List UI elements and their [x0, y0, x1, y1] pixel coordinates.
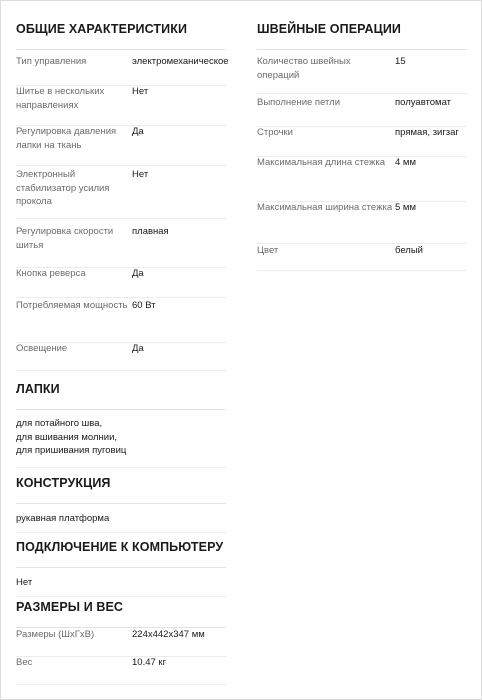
- spec-row: [16, 656, 226, 685]
- general-section: [16, 20, 226, 50]
- spec-key: Регулировка давления лапки на ткань: [16, 126, 117, 151]
- spec-key: Количество швейных операций: [257, 56, 351, 81]
- spec-key: Тип управления: [16, 56, 87, 67]
- spec-row: [16, 168, 226, 219]
- spec-row: [16, 85, 226, 126]
- spec-row: [257, 96, 467, 127]
- spec-row: [257, 55, 467, 94]
- spec-value: электромеханическое: [132, 56, 229, 67]
- construction-value: рукавная платформа: [16, 504, 226, 533]
- spec-value: Да: [132, 126, 144, 137]
- construction-section: [16, 474, 226, 533]
- pc-connection-value: Нет: [16, 568, 226, 597]
- spec-value: белый: [395, 245, 423, 256]
- spec-value: Да: [132, 268, 144, 279]
- spec-row: [16, 267, 226, 298]
- spec-value: Нет: [132, 169, 149, 180]
- feet-section: [16, 380, 226, 468]
- spec-value: 15: [395, 56, 406, 67]
- spec-value: 5 мм: [395, 202, 416, 213]
- section-title-feet: ЛАПКИ: [16, 380, 226, 410]
- dimensions-section: [16, 598, 226, 628]
- spec-value: 10.47 кг: [132, 657, 167, 668]
- spec-row: [16, 125, 226, 166]
- feet-item: для вшивания молнии,: [16, 431, 118, 443]
- spec-row: [257, 126, 467, 157]
- section-title-general: ОБЩИЕ ХАРАКТЕРИСТИКИ: [16, 20, 226, 50]
- spec-key: Освещение: [16, 343, 68, 354]
- spec-key: Максимальная ширина стежка: [257, 202, 393, 213]
- spec-key: Шитье в нескольких направлениях: [16, 86, 105, 111]
- pc-connection-section: [16, 538, 226, 597]
- section-title-construction: КОНСТРУКЦИЯ: [16, 474, 226, 504]
- spec-key: Максимальная длина стежка: [257, 157, 385, 168]
- feet-item: для потайного шва,: [16, 418, 103, 429]
- spec-key: Выполнение петли: [257, 97, 341, 108]
- spec-row: [257, 201, 467, 244]
- section-title-dimensions: РАЗМЕРЫ И ВЕС: [16, 598, 226, 628]
- spec-value: 224x442x347 мм: [132, 629, 205, 640]
- spec-value: Нет: [132, 86, 149, 97]
- spec-value: Да: [132, 343, 144, 354]
- spec-row: [257, 244, 467, 271]
- spec-value: полуавтомат: [395, 97, 452, 108]
- spec-row: [16, 628, 226, 657]
- section-title-pc-connection: ПОДКЛЮЧЕНИЕ К КОМПЬЮТЕРУ: [16, 538, 226, 568]
- spec-value: прямая, зигзаг: [395, 127, 459, 138]
- spec-key: Кнопка реверса: [16, 268, 86, 279]
- spec-value: плавная: [132, 226, 169, 237]
- spec-key: Регулировка скорости шитья: [16, 226, 114, 251]
- spec-key: Электронный стабилизатор усилия прокола: [16, 169, 110, 207]
- spec-row: [16, 299, 226, 343]
- section-title-sewing-ops: ШВЕЙНЫЕ ОПЕРАЦИИ: [257, 20, 467, 50]
- spec-row: [16, 55, 229, 86]
- feet-item: для пришивания пуговиц: [16, 445, 127, 456]
- spec-key: Цвет: [257, 245, 279, 256]
- sewing-ops-section: [257, 20, 467, 50]
- feet-list: [16, 410, 226, 468]
- spec-key: Вес: [16, 657, 33, 668]
- spec-key: Потребляемая мощность: [16, 300, 128, 311]
- spec-row: [16, 342, 226, 371]
- spec-row: [257, 156, 467, 202]
- spec-key: Строчки: [257, 127, 293, 138]
- spec-value: 60 Вт: [132, 300, 156, 311]
- spec-value: 4 мм: [395, 157, 416, 168]
- spec-key: Размеры (ШхГхВ): [16, 629, 95, 640]
- spec-row: [16, 225, 226, 268]
